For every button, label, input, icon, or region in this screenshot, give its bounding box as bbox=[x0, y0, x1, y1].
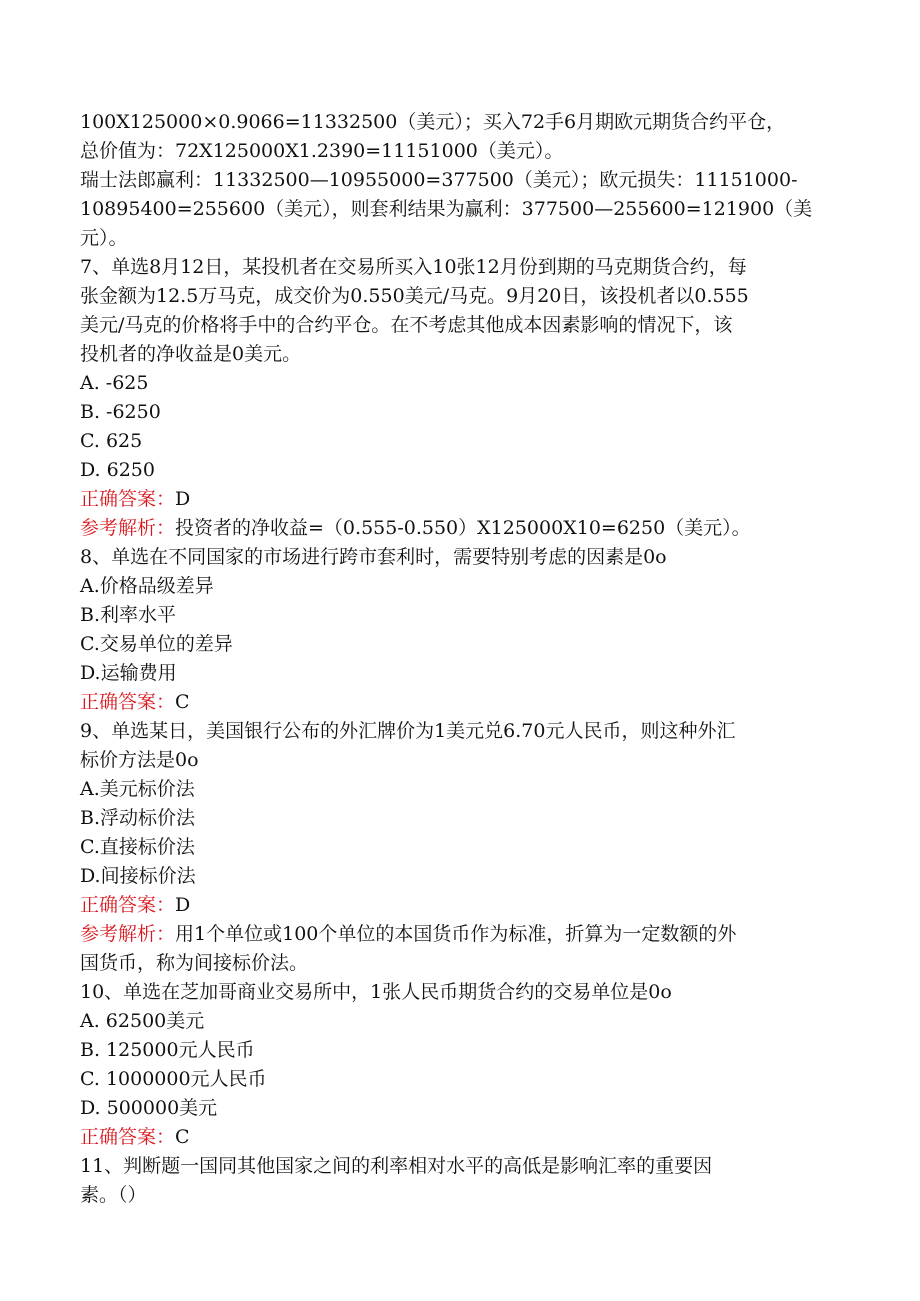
question-10-option: B. 125000元人民币 bbox=[80, 1039, 255, 1061]
analysis-label: 参考解析： bbox=[80, 517, 176, 539]
question-9-option: A.美元标价法 bbox=[80, 778, 195, 800]
answer-value: D bbox=[175, 894, 191, 916]
answer-value: C bbox=[175, 1126, 190, 1148]
question-10-option: D. 500000美元 bbox=[80, 1097, 218, 1119]
question-7-stem: 7、单选8月12日，某投机者在交易所买入10张12月份到期的马克期货合约，每 bbox=[80, 256, 747, 278]
answer-label: 正确答案： bbox=[80, 1126, 176, 1148]
question-11-stem: 素。（） bbox=[80, 1184, 147, 1206]
document-body bbox=[80, 108, 840, 1210]
analysis-label: 参考解析： bbox=[80, 923, 176, 945]
intro-line: 总价值为：72X125000X1.2390=11151000（美元）。 bbox=[80, 140, 564, 162]
question-8-option: C.交易单位的差异 bbox=[80, 633, 233, 655]
question-7-analysis bbox=[80, 514, 840, 543]
answer-label: 正确答案： bbox=[80, 488, 176, 510]
question-7-option: A. -625 bbox=[80, 372, 149, 394]
intro-line: 100X125000×0.9066=11332500（美元）；买入72手6月期欧元期货合约平仓， bbox=[80, 111, 786, 133]
question-10-option: C. 1000000元人民币 bbox=[80, 1068, 267, 1090]
question-7-option: C. 625 bbox=[80, 430, 143, 452]
question-8-option: A.价格品级差异 bbox=[80, 575, 214, 597]
answer-value: C bbox=[175, 691, 190, 713]
intro-line: 瑞士法郎赢利：11332500—10955000=377500（美元）；欧元损失：11151000- bbox=[80, 169, 798, 191]
question-8-answer bbox=[80, 688, 840, 717]
question-10-answer bbox=[80, 1123, 840, 1152]
answer-label: 正确答案： bbox=[80, 691, 176, 713]
question-9-analysis-cont: 国货币，称为间接标价法。 bbox=[80, 952, 309, 974]
question-9-option: D.间接标价法 bbox=[80, 865, 196, 887]
question-7-stem: 美元/马克的价格将手中的合约平仓。在不考虑其他成本因素影响的情况下，该 bbox=[80, 314, 733, 336]
question-9-answer bbox=[80, 891, 840, 920]
question-7-stem: 张金额为12.5万马克，成交价为0.550美元/马克。9月20日，该投机者以0.555 bbox=[80, 285, 749, 307]
question-9-option: B.浮动标价法 bbox=[80, 807, 196, 829]
question-8-option: B.利率水平 bbox=[80, 604, 177, 626]
intro-line: 10895400=255600（美元），则套利结果为赢利：377500—255600=121900（美 bbox=[80, 198, 813, 220]
question-9-option: C.直接标价法 bbox=[80, 836, 195, 858]
question-7-answer bbox=[80, 485, 840, 514]
question-11-stem: 11、判断题一国同其他国家之间的利率相对水平的高低是影响汇率的重要因 bbox=[80, 1155, 713, 1177]
question-10-option: A. 62500美元 bbox=[80, 1010, 205, 1032]
intro-line: 元）。 bbox=[80, 227, 128, 249]
analysis-text: 投资者的净收益=（0.555-0.550）X125000X10=6250（美元）。 bbox=[175, 517, 751, 539]
question-7-stem: 投机者的净收益是0美元。 bbox=[80, 343, 302, 365]
question-9-stem: 标价方法是0o bbox=[80, 749, 199, 771]
answer-label: 正确答案： bbox=[80, 894, 176, 916]
question-10-stem: 10、单选在芝加哥商业交易所中，1张人民币期货合约的交易单位是0o bbox=[80, 981, 672, 1003]
question-7-option: D. 6250 bbox=[80, 459, 155, 481]
question-7-option: B. -6250 bbox=[80, 401, 161, 423]
analysis-text: 用1个单位或100个单位的本国货币作为标准，折算为一定数额的外 bbox=[175, 923, 737, 945]
question-9-analysis bbox=[80, 920, 840, 949]
question-8-option: D.运输费用 bbox=[80, 662, 177, 684]
question-9-stem: 9、单选某日，美国银行公布的外汇牌价为1美元兑6.70元人民币，则这种外汇 bbox=[80, 720, 736, 742]
question-8-stem: 8、单选在不同国家的市场进行跨市套利时，需要特别考虑的因素是0o bbox=[80, 546, 667, 568]
answer-value: D bbox=[175, 488, 191, 510]
